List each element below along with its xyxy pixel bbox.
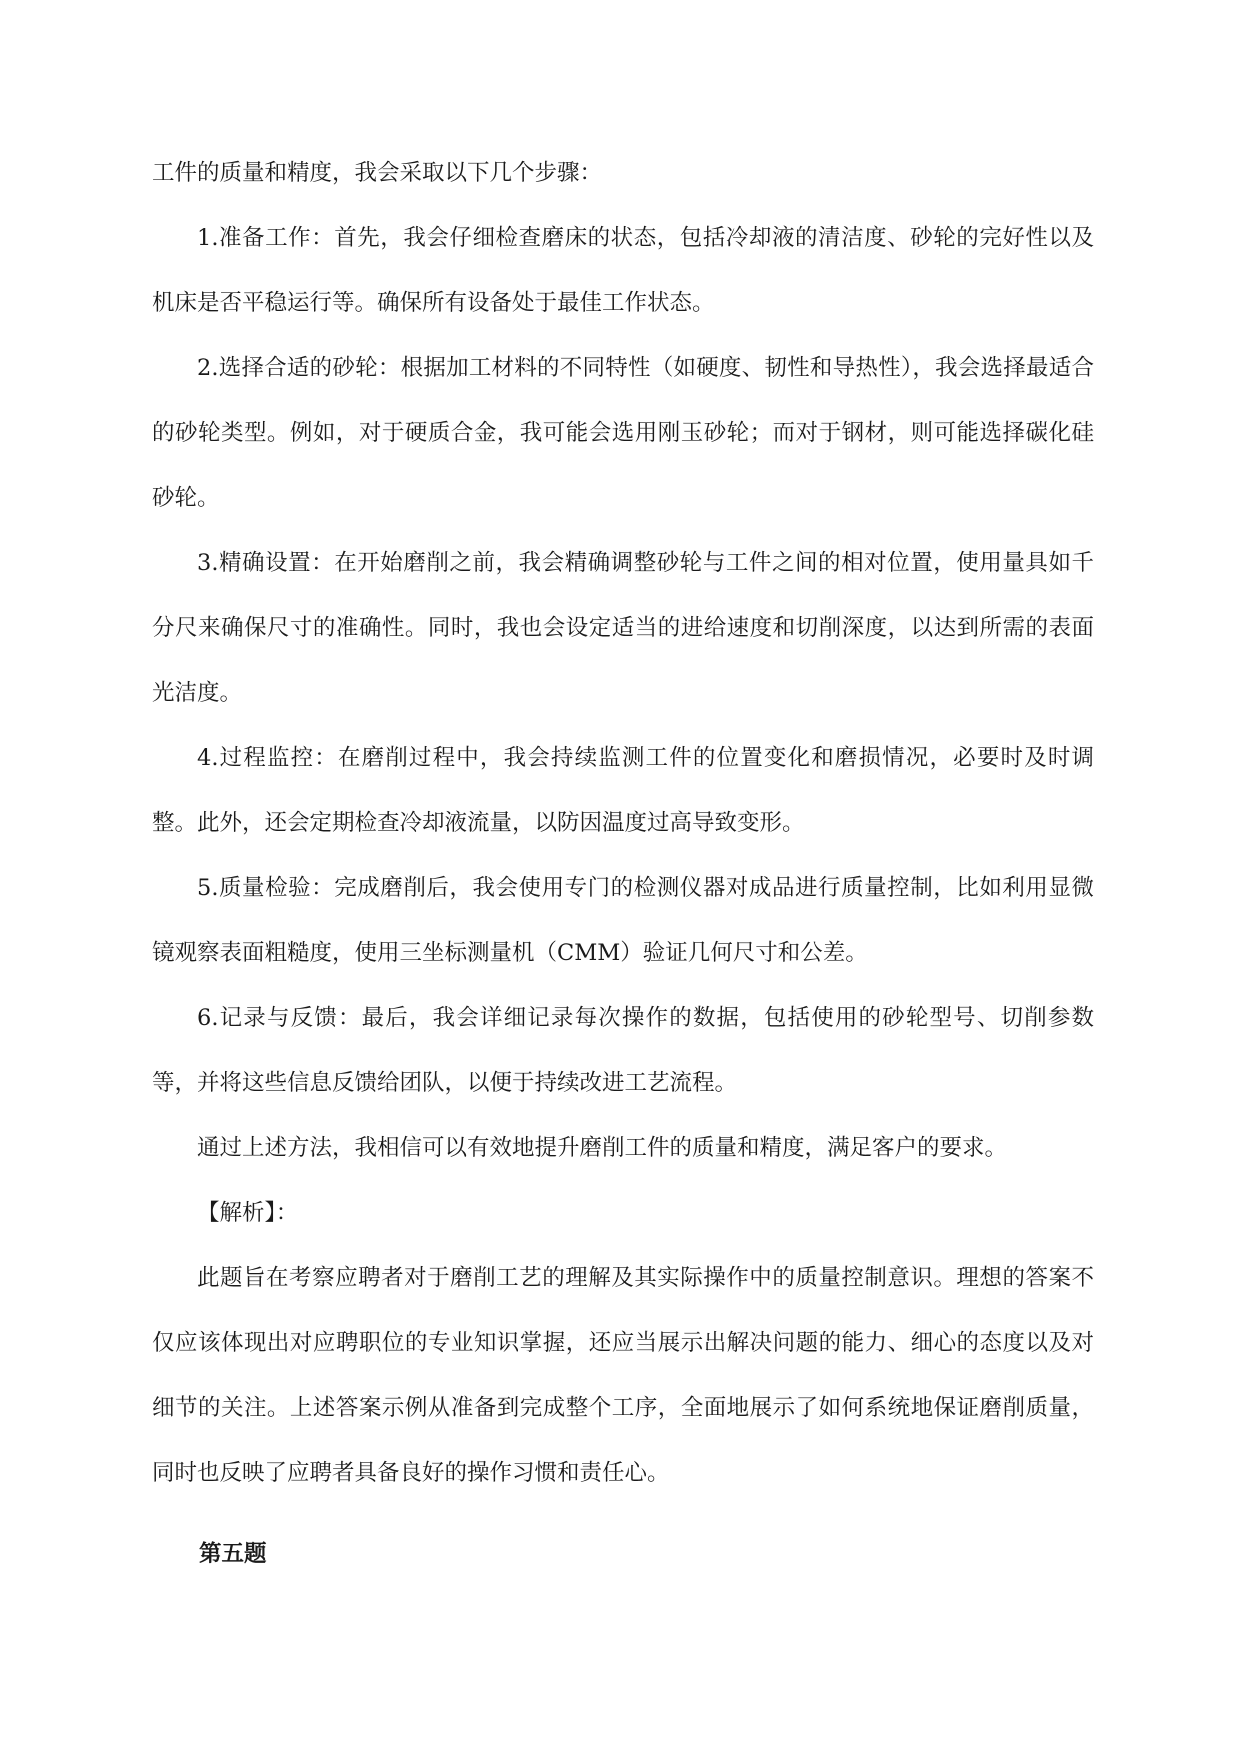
step-4-paragraph: 4.过程监控：在磨削过程中，我会持续监测工件的位置变化和磨损情况，必要时及时调整。此外，还会定期检查冷却液流量，以防因温度过高导致变形。 bbox=[152, 745, 1094, 836]
next-question-heading: 第五题 bbox=[199, 1541, 267, 1567]
analysis-label: 【解析】： bbox=[197, 1200, 299, 1226]
step-3-paragraph: 3.精确设置：在开始磨削之前，我会精确调整砂轮与工件之间的相对位置，使用量具如千分尺来确保尺寸的准确性。同时，我也会设定适当的进给速度和切削深度，以达到所需的表面光洁度。 bbox=[152, 550, 1094, 706]
document-body bbox=[152, 141, 1094, 1587]
step-6-paragraph: 6.记录与反馈：最后，我会详细记录每次操作的数据，包括使用的砂轮型号、切削参数等，并将这些信息反馈给团队，以便于持续改进工艺流程。 bbox=[152, 1005, 1094, 1096]
lead-line: 工件的质量和精度，我会采取以下几个步骤： bbox=[152, 160, 603, 186]
conclusion-paragraph: 通过上述方法，我相信可以有效地提升磨削工件的质量和精度，满足客户的要求。 bbox=[197, 1135, 1008, 1161]
step-5-paragraph: 5.质量检验：完成磨削后，我会使用专门的检测仪器对成品进行质量控制，比如利用显微镜观察表面粗糙度，使用三坐标测量机（CMM）验证几何尺寸和公差。 bbox=[152, 875, 1094, 966]
step-1-paragraph: 1.准备工作：首先，我会仔细检查磨床的状态，包括冷却液的清洁度、砂轮的完好性以及机床是否平稳运行等。确保所有设备处于最佳工作状态。 bbox=[152, 225, 1094, 316]
step-2-paragraph: 2.选择合适的砂轮：根据加工材料的不同特性（如硬度、韧性和导热性），我会选择最适合的砂轮类型。例如，对于硬质合金，我可能会选用刚玉砂轮；而对于钢材，则可能选择碳化硅砂轮。 bbox=[152, 355, 1094, 511]
analysis-paragraph: 此题旨在考察应聘者对于磨削工艺的理解及其实际操作中的质量控制意识。理想的答案不仅应该体现出对应聘职位的专业知识掌握，还应当展示出解决问题的能力、细心的态度以及对细节的关注。上述答案示例从准备到完成整个工序，全面地展示了如何系统地保证磨削质量，同时也反映了应聘者具备良好的操作习惯和责任心。 bbox=[152, 1265, 1094, 1486]
